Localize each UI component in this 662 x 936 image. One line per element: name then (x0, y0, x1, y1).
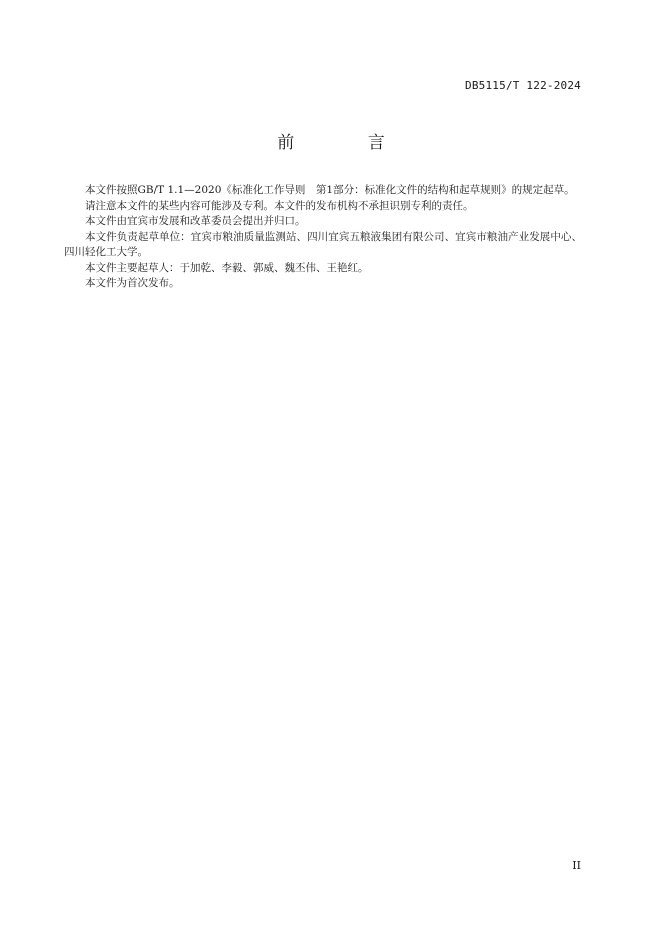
paragraph-first-release: 本文件为首次发布。 (85, 277, 180, 289)
paragraph-drafters: 本文件主要起草人：于加乾、李毅、郭威、魏丕伟、王艳红。 (85, 261, 369, 274)
page-title: 前 言 (277, 133, 419, 153)
page-number: II (572, 859, 581, 872)
paragraph-drafting-rules: 本文件按照GB/T 1.1—2020《标准化工作导则 第1部分：标准化文件的结构和起草规则》的规定起草。 (85, 184, 575, 196)
paragraph-patent-notice: 请注意本文件的某些内容可能涉及专利。本文件的发布机构不承担识别专利的责任。 (85, 199, 474, 212)
paragraph-drafting-units: 本文件负责起草单位：宜宾市粮油质量监测站、四川宜宾五粮液集团有限公司、宜宾市粮油产业发展中心、四川轻化工大学。 (64, 230, 582, 258)
paragraph-proposer: 本文件由宜宾市发展和改革委员会提出并归口。 (85, 215, 306, 227)
foreword-body (64, 183, 582, 292)
document-code: DB5115/T 122-2024 (465, 79, 581, 92)
